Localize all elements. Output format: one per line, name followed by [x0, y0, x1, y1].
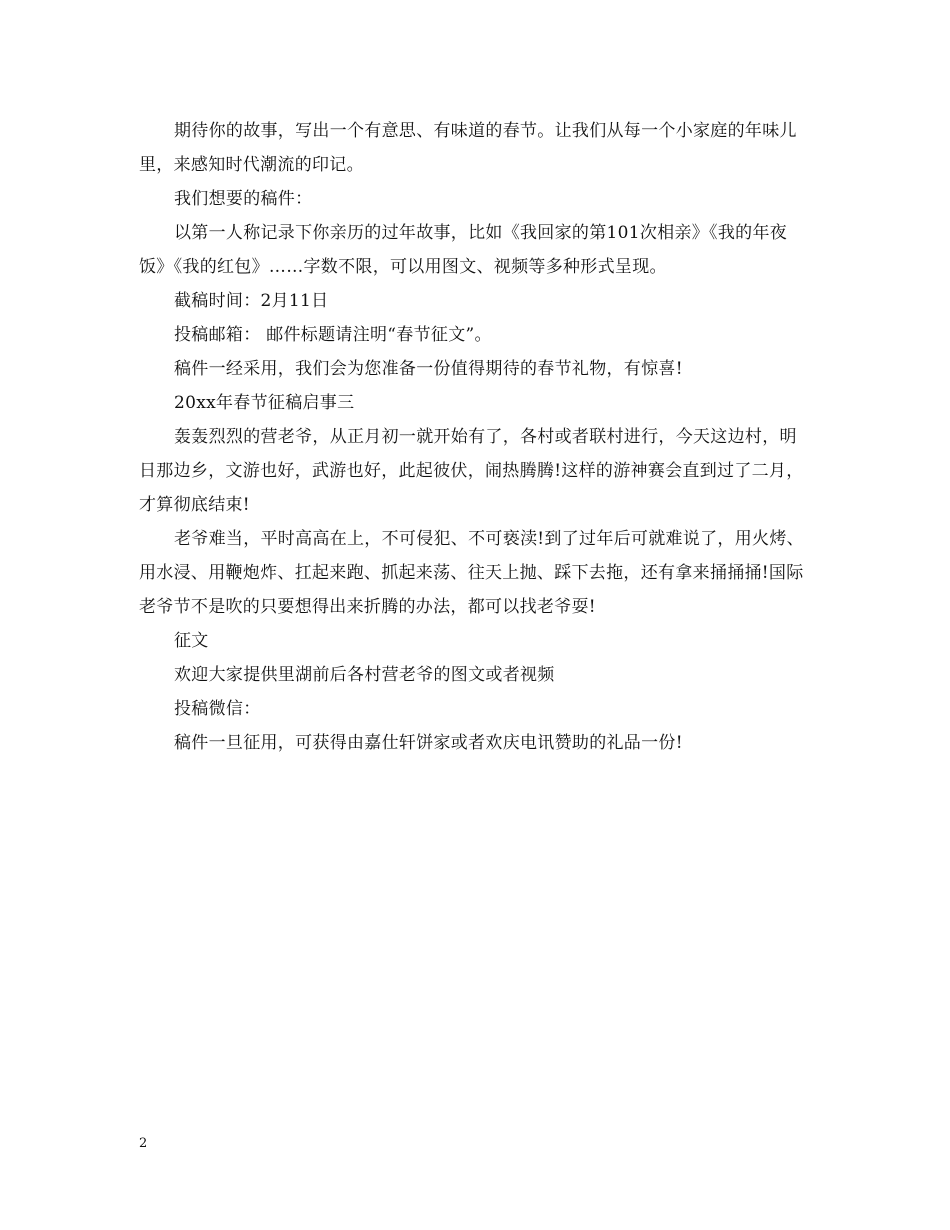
paragraph-welcome: 欢迎大家提供里湖前后各村营老爷的图文或者视频 — [174, 665, 555, 685]
paragraph-email: 投稿邮箱： 邮件标题请注明“春节征文”。 — [174, 325, 492, 345]
page-number: 2 — [139, 1136, 148, 1151]
document-body — [139, 114, 811, 760]
paragraph-wanted-detail: 以第一人称记录下你亲历的过年故事，比如《我回家的第101次相亲》《我的年夜饭》《我的红包》……字数不限，可以用图文、视频等多种形式呈现。 — [139, 223, 788, 277]
paragraph-zhengwen: 征文 — [174, 631, 209, 651]
paragraph-wanted-heading: 我们想要的稿件： — [174, 189, 313, 209]
paragraph-wechat: 投稿微信： — [174, 699, 261, 719]
paragraph-laoye: 老爷难当，平时高高在上，不可侵犯、不可亵渎!到了过年后可就难说了，用火烤、用水浸、用鞭炮炸、扛起来跑、抓起来荡、往天上抛、踩下去拖，还有拿来捅捅捅!国际老爷节不是吹的只要想得出来折腾的办法，都可以找老爷耍! — [139, 529, 804, 617]
paragraph-intro: 期待你的故事，写出一个有意思、有味道的春节。让我们从每一个小家庭的年味儿里，来感知时代潮流的印记。 — [139, 121, 797, 175]
paragraph-festival: 轰轰烈烈的营老爷，从正月初一就开始有了，各村或者联村进行，今天这边村，明日那边乡，文游也好，武游也好，此起彼伏，闹热腾腾!这样的游神赛会直到过了二月，才算彻底结束! — [139, 427, 804, 515]
paragraph-section-title: 20xx年春节征稿启事三 — [174, 393, 355, 413]
paragraph-gift: 稿件一旦征用，可获得由嘉仕轩饼家或者欢庆电讯赞助的礼品一份! — [174, 733, 683, 753]
paragraph-reward: 稿件一经采用，我们会为您准备一份值得期待的春节礼物，有惊喜! — [174, 359, 683, 379]
paragraph-deadline: 截稿时间：2月11日 — [174, 291, 329, 311]
